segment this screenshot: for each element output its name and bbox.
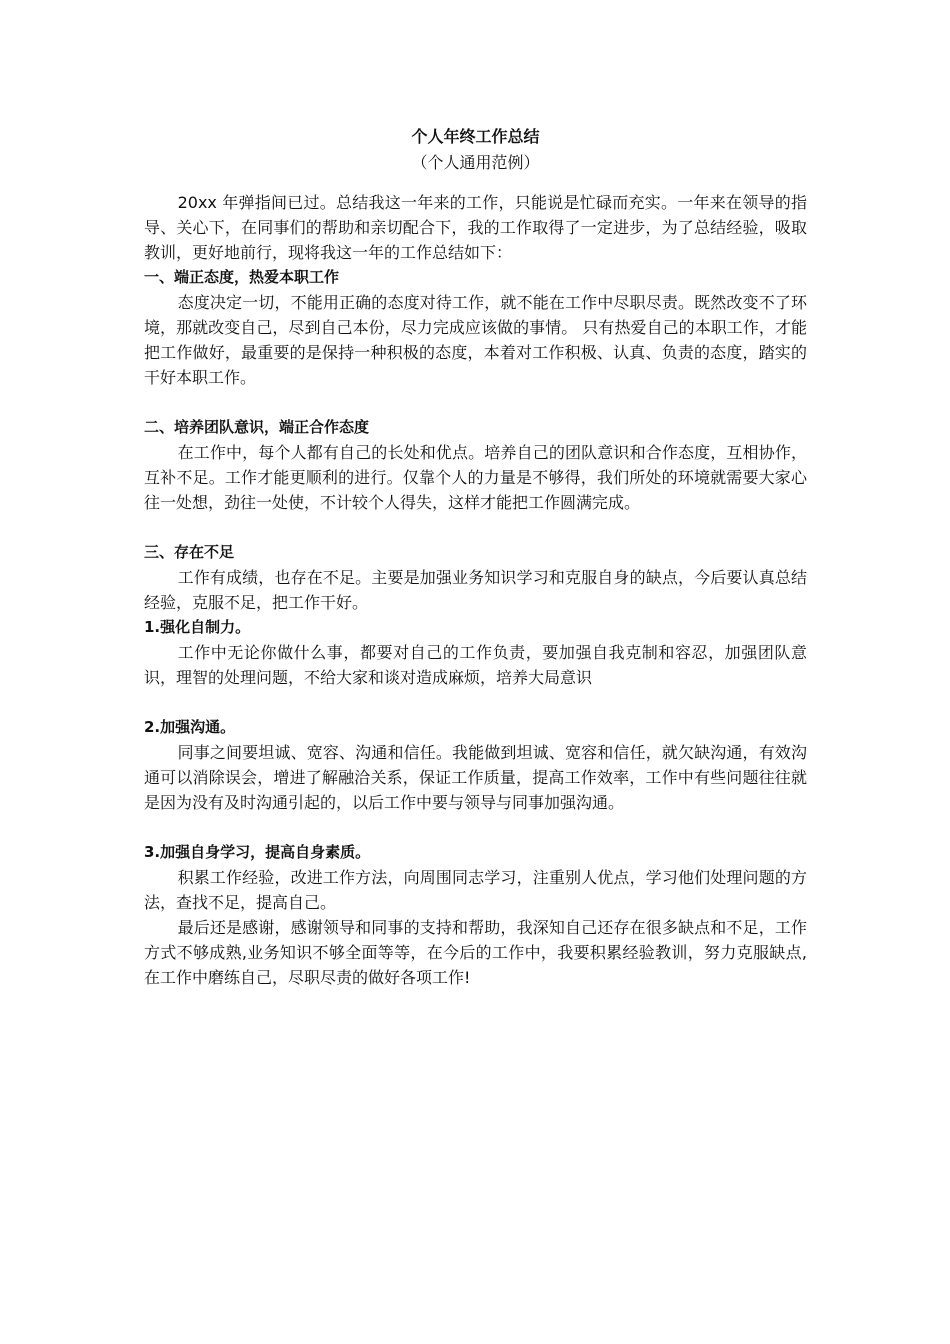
subsection-1-body: 工作中无论你做什么事，都要对自己的工作负责，要加强自我克制和容忍，加强团队意识，理智的处理问题，不给大家和谈对造成麻烦，培养大局意识 bbox=[144, 643, 807, 687]
subsection-2-body: 同事之间要坦诚、宽容、沟通和信任。我能做到坦诚、宽容和信任，就欠缺沟通，有效沟通可以消除误会，增进了解融洽关系，保证工作质量，提高工作效率，工作中有些问题往往就是因为没有及时沟通引起的，以后工作中要与领导与同事加强沟通。 bbox=[144, 743, 807, 812]
blank-line bbox=[144, 690, 807, 715]
subsection-3-heading: 3.加强自身学习，提高自身素质。 bbox=[144, 843, 371, 861]
blank-line bbox=[144, 515, 807, 540]
section-2-heading: 二、培养团队意识，端正合作态度 bbox=[144, 418, 370, 436]
section-1-body: 态度决定一切，不能用正确的态度对待工作，就不能在工作中尽职尽责。既然改变不了环境，那就改变自己，尽到自己本份，尽力完成应该做的事情。 只有热爱自己的本职工作，才能把工作做好，最重要的是保持一种积极的态度，本着对工作积极、认真、负责的态度，踏实的干好本职工作。 bbox=[144, 293, 807, 387]
section-3-body: 工作有成绩，也存在不足。主要是加强业务知识学习和克服自身的缺点，今后要认真总结经验，克服不足，把工作干好。 bbox=[144, 568, 807, 612]
blank-line bbox=[144, 815, 807, 840]
document-page bbox=[144, 124, 807, 990]
section-3-heading: 三、存在不足 bbox=[144, 543, 235, 561]
section-1-heading: 一、端正态度，热爱本职工作 bbox=[144, 268, 340, 286]
document-title: 个人年终工作总结 bbox=[411, 127, 540, 146]
subsection-3-body: 积累工作经验，改进工作方法，向周围同志学习，注重别人优点，学习他们处理问题的方法，查找不足，提高自己。 bbox=[144, 868, 807, 912]
subsection-1-heading: 1.强化自制力。 bbox=[144, 618, 251, 636]
section-2-body: 在工作中，每个人都有自己的长处和优点。培养自己的团队意识和合作态度，互相协作，互补不足。工作才能更顺利的进行。仅靠个人的力量是不够得，我们所处的环境就需要大家心往一处想，劲往一处使，不计较个人得失，这样才能把工作圆满完成。 bbox=[144, 443, 807, 512]
subsection-2-heading: 2.加强沟通。 bbox=[144, 718, 236, 736]
closing-paragraph: 最后还是感谢，感谢领导和同事的支持和帮助，我深知自己还存在很多缺点和不足，工作方式不够成熟,业务知识不够全面等等，在今后的工作中，我要积累经验教训，努力克服缺点,在工作中磨练自己，尽职尽责的做好各项工作! bbox=[144, 918, 807, 987]
document-subtitle: （个人通用范例） bbox=[411, 153, 540, 172]
blank-line bbox=[144, 390, 807, 415]
intro-paragraph: 20xx 年弹指间已过。总结我这一年来的工作，只能说是忙碌而充实。一年来在领导的指导、关心下，在同事们的帮助和亲切配合下，我的工作取得了一定进步，为了总结经验，吸取教训，更好地前行，现将我这一年的工作总结如下： bbox=[144, 193, 807, 262]
